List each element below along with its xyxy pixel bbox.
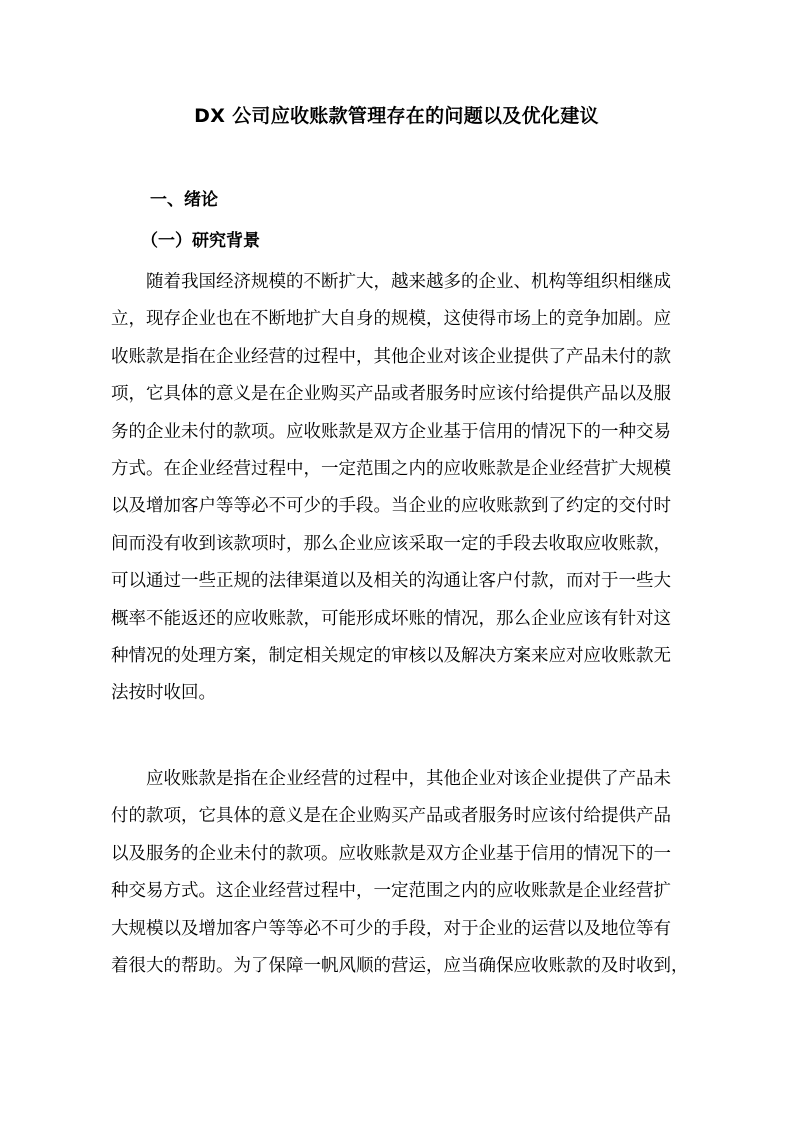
paragraph-line: 应收账款是指在企业经营的过程中，其他企业对该企业提供了产品未	[146, 769, 671, 789]
body-paragraph-1	[111, 264, 716, 713]
section-heading: 一、绪论	[150, 190, 218, 210]
paragraph-line: 立，现存企业也在不断地扩大自身的规模，这使得市场上的竞争加剧。应	[111, 309, 671, 330]
document-title: DX 公司应收账款管理存在的问题以及优化建议	[194, 105, 599, 127]
paragraph-line: 间而没有收到该款项时，那么企业应该采取一定的手段去收取应收账款，	[111, 533, 671, 554]
paragraph-line: 概率不能返还的应收账款，可能形成坏账的情况，那么企业应该有针对这	[111, 608, 671, 629]
paragraph-line: 随着我国经济规模的不断扩大，越来越多的企业、机构等组织相继成	[146, 272, 671, 292]
paragraph-line: 以及增加客户等等必不可少的手段。当企业的应收账款到了约定的交付时	[111, 496, 671, 517]
paragraph-line: 可以通过一些正规的法律渠道以及相关的沟通让客户付款，而对于一些大	[111, 571, 671, 592]
paragraph-line: 方式。在企业经营过程中，一定范围之内的应收账款是企业经营扩大规模	[111, 458, 671, 479]
subsection-heading: （一）研究背景	[141, 231, 260, 251]
body-paragraph-2	[111, 761, 716, 985]
paragraph-line: 收账款是指在企业经营的过程中，其他企业对该企业提供了产品未付的款	[111, 346, 671, 367]
paragraph-line: 务的企业未付的款项。应收账款是双方企业基于信用的情况下的一种交易	[111, 421, 671, 442]
paragraph-line: 法按时收回。	[111, 683, 216, 704]
paragraph-line: 项，它具体的意义是在企业购买产品或者服务时应该付给提供产品以及服	[111, 384, 671, 405]
paragraph-line: 种情况的处理方案，制定相关规定的审核以及解决方案来应对应收账款无	[111, 645, 671, 666]
paragraph-line: 种交易方式。这企业经营过程中，一定范围之内的应收账款是企业经营扩	[111, 881, 671, 902]
paragraph-line: 付的款项，它具体的意义是在企业购买产品或者服务时应该付给提供产品	[111, 806, 671, 827]
paragraph-line: 以及服务的企业未付的款项。应收账款是双方企业基于信用的情况下的一	[111, 843, 671, 864]
paragraph-line: 大规模以及增加客户等等必不可少的手段，对于企业的运营以及地位等有	[111, 918, 671, 939]
paragraph-line: 着很大的帮助。为了保障一帆风顺的营运，应当确保应收账款的及时收到，	[111, 955, 689, 976]
